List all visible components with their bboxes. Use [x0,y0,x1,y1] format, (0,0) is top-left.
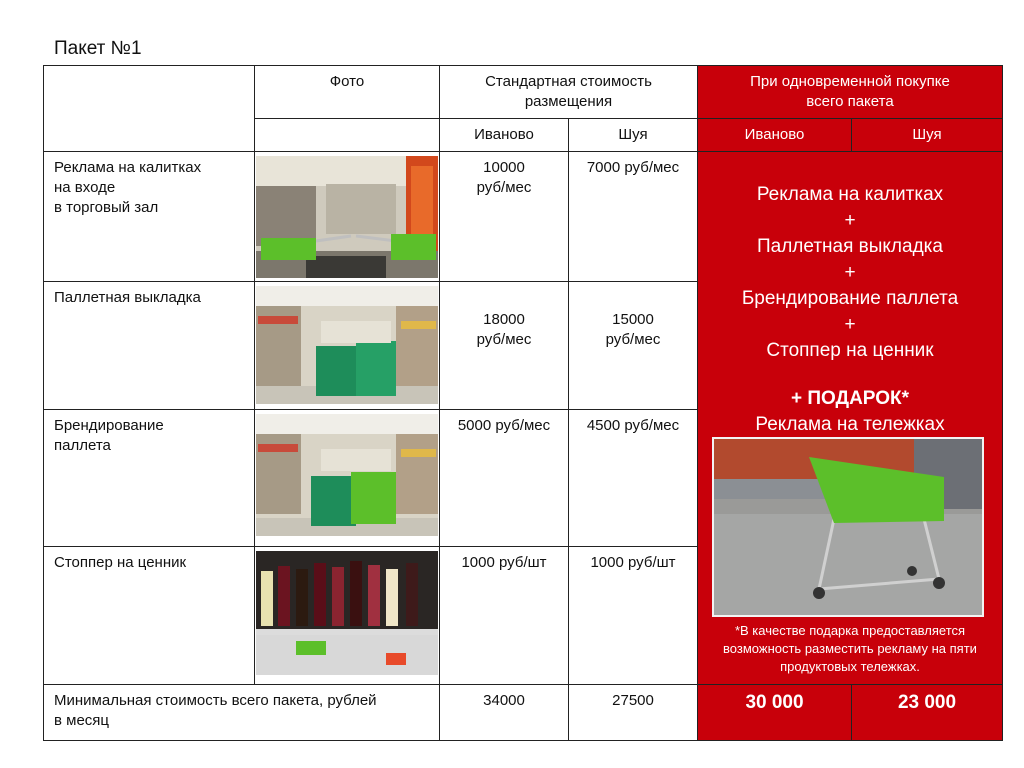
header-package-shuya: Шуя [852,119,1003,152]
total-ivanovo: 34000 [440,685,569,741]
row-photo-cell [255,152,440,282]
header-photo-sub [255,119,440,152]
gift-subtitle: Реклама на тележках [755,414,945,435]
total-row [44,685,1003,741]
table-row [44,152,1003,282]
gift-title: + ПОДАРОК* [790,388,909,409]
row-shuya-price: 7000 руб/мес [569,152,698,282]
row-name: Брендирование паллета [44,410,255,546]
row-ivanovo-price: 10000 руб/мес [440,152,569,282]
page-title: Пакет №1 [54,38,142,59]
header-photo: Фото [255,66,440,119]
row-ivanovo-price: 18000 руб/мес [440,282,569,410]
header-shuya: Шуя [569,119,698,152]
total-package-ivanovo: 30 000 [698,685,852,741]
row-shuya-price: 1000 руб/шт [569,546,698,684]
gift-footnote: *В качестве подарка предоставляется возможность разместить рекламу на пяти продуктовых тележках. [723,623,977,674]
row-name: Стоппер на ценник [44,546,255,684]
header-standard-cost: Стандартная стоимость размещения [440,66,698,119]
row-photo-cell [255,282,440,410]
header-package-offer: При одновременной покупке всего пакета [698,66,1003,119]
total-package-shuya: 23 000 [852,685,1003,741]
row-ivanovo-price: 1000 руб/шт [440,546,569,684]
row-name: Реклама на калитках на входе в торговый зал [44,152,255,282]
package-offer-panel [698,152,1003,685]
pallet-display-photo [256,286,438,404]
store-entrance-gates-photo [256,156,438,278]
package-table [43,65,1003,741]
shelf-stopper-photo [256,551,438,675]
row-photo-cell [255,546,440,684]
branded-pallet-photo [256,414,438,536]
row-shuya-price: 15000 руб/мес [569,282,698,410]
header-ivanovo: Иваново [440,119,569,152]
row-shuya-price: 4500 руб/мес [569,410,698,546]
header-package-ivanovo: Иваново [698,119,852,152]
shopping-cart-photo [712,437,984,617]
offer-lines: Реклама на калитках + Паллетная выкладка + Брендирование паллета + Стоппер на ценник [741,184,959,361]
total-label: Минимальная стоимость всего пакета, рублей в месяц [44,685,440,741]
total-shuya: 27500 [569,685,698,741]
row-ivanovo-price: 5000 руб/мес [440,410,569,546]
header-empty-cell [44,66,255,152]
row-name: Паллетная выкладка [44,282,255,410]
row-photo-cell [255,410,440,546]
